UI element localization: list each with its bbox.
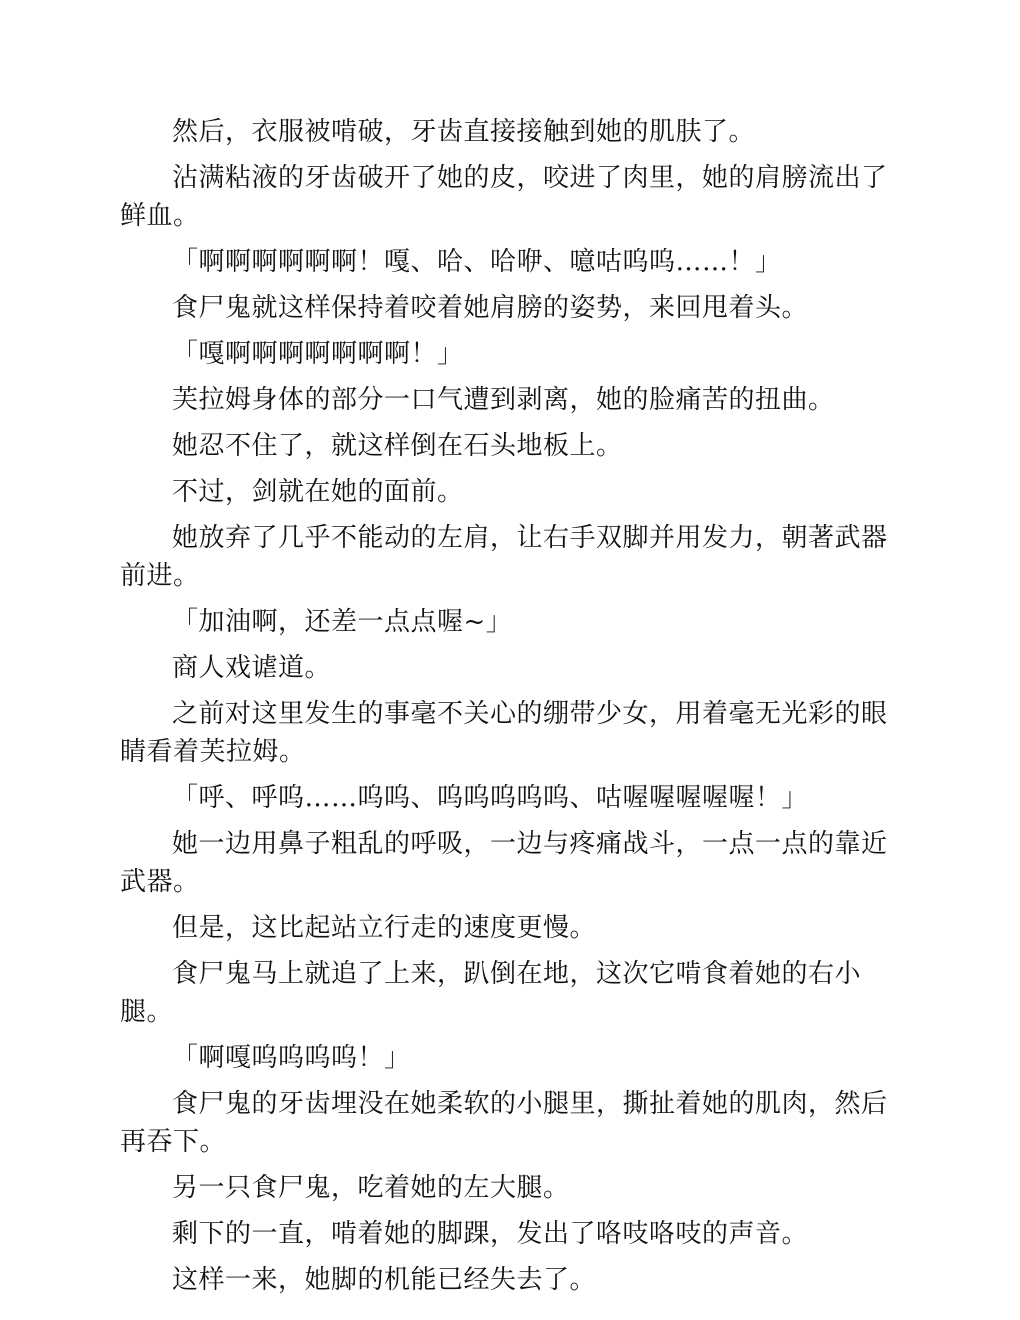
paragraph: 芙拉姆身体的部分一口气遭到剥离，她的脸痛苦的扭曲。	[172, 385, 835, 415]
paragraph: 食尸鬼马上就追了上来，趴倒在地，这次它啃食着她的右小腿。	[120, 959, 862, 1027]
paragraph: 食尸鬼的牙齿埋没在她柔软的小腿里，撕扯着她的肌肉，然后再吞下。	[120, 1089, 888, 1157]
body-text	[120, 113, 900, 1307]
dialogue-line: 「啊嘎呜呜呜呜！」	[172, 1043, 411, 1073]
paragraph: 食尸鬼就这样保持着咬着她肩膀的姿势，来回甩着头。	[172, 293, 809, 323]
paragraph: 商人戏谑道。	[172, 653, 332, 683]
paragraph: 她放弃了几乎不能动的左肩，让右手双脚并用发力，朝著武器前进。	[120, 523, 888, 591]
paragraph: 她忍不住了，就这样倒在石头地板上。	[172, 431, 623, 461]
paragraph: 另一只食尸鬼，吃着她的左大腿。	[172, 1173, 570, 1203]
paragraph: 之前对这里发生的事毫不关心的绷带少女，用着毫无光彩的眼睛看着芙拉姆。	[120, 699, 888, 767]
dialogue-line: 「啊啊啊啊啊啊！嘎、哈、哈咿、噫咕呜呜……！」	[172, 247, 782, 277]
paragraph: 沾满粘液的牙齿破开了她的皮，咬进了肉里，她的肩膀流出了鲜血。	[120, 163, 888, 231]
dialogue-line: 「嘎啊啊啊啊啊啊啊！」	[172, 339, 464, 369]
paragraph: 剩下的一直，啃着她的脚踝，发出了咯吱咯吱的声音。	[172, 1219, 809, 1249]
dialogue-line: 「加油啊，还差一点点喔~」	[172, 607, 513, 637]
paragraph: 不过，剑就在她的面前。	[172, 477, 464, 507]
paragraph: 这样一来，她脚的机能已经失去了。	[172, 1265, 597, 1295]
dialogue-line: 「呼、呼呜……呜呜、呜呜呜呜呜、咕喔喔喔喔喔！」	[172, 783, 809, 813]
paragraph: 然后，衣服被啃破，牙齿直接接触到她的肌肤了。	[172, 117, 756, 147]
paragraph: 但是，这比起站立行走的速度更慢。	[172, 913, 597, 943]
paragraph: 她一边用鼻子粗乱的呼吸，一边与疼痛战斗，一点一点的靠近武器。	[120, 829, 888, 897]
